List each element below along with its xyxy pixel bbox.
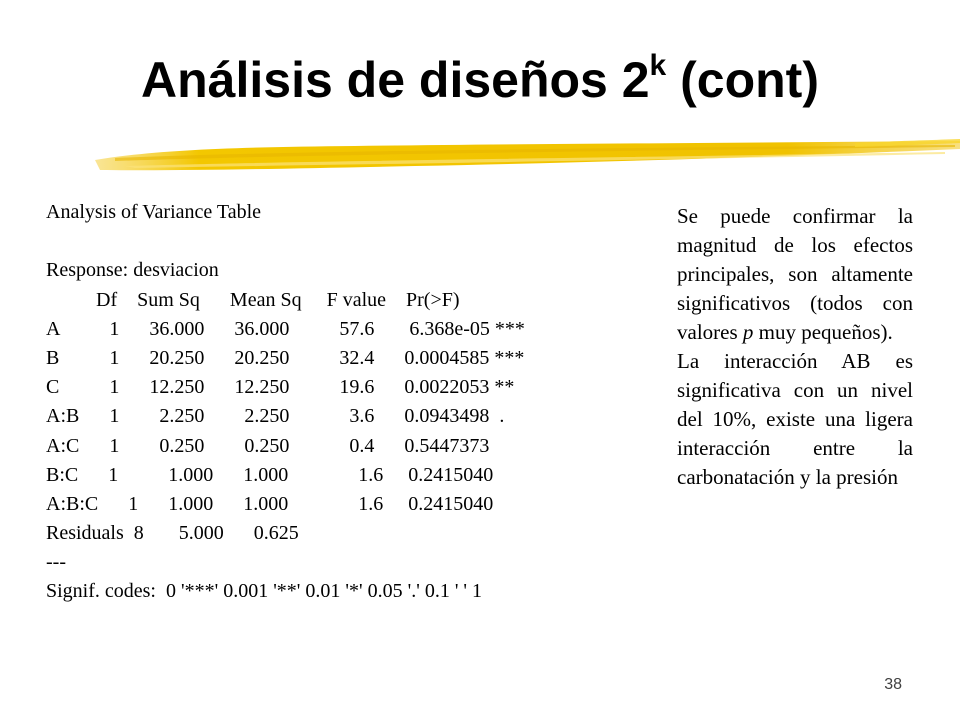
note-p1-end: muy pequeños). <box>753 320 893 344</box>
anova-line: --- <box>46 551 66 574</box>
anova-line: Response: desviacion <box>46 259 219 282</box>
anova-line: C 1 12.250 12.250 19.6 0.0022053 ** <box>46 376 515 399</box>
anova-line: A:C 1 0.250 0.250 0.4 0.5447373 <box>46 434 490 457</box>
anova-line: Signif. codes: 0 '***' 0.001 '**' 0.01 '*' 0.05 '.' 0.1 ' ' 1 <box>46 580 483 603</box>
page-number: 38 <box>884 676 902 693</box>
anova-line <box>46 227 525 256</box>
title-text: Análisis de diseños 2 <box>141 52 650 108</box>
anova-output <box>46 198 525 607</box>
anova-line: B:C 1 1.000 1.000 1.6 0.2415040 <box>46 463 494 486</box>
anova-line: Analysis of Variance Table <box>46 201 262 223</box>
anova-line: A:B 1 2.250 2.250 3.6 0.0943498 . <box>46 405 505 428</box>
anova-line: Residuals 8 5.000 0.625 <box>46 522 299 545</box>
anova-line: A:B:C 1 1.000 1.000 1.6 0.2415040 <box>46 492 494 515</box>
note-paragraph-2: La interacción AB es significativa con un nivel del 10%, existe una ligera interacción entre la carbonatación y la presión <box>677 349 913 489</box>
anova-line: A 1 36.000 36.000 57.6 6.368e-05 *** <box>46 317 525 340</box>
anova-line: B 1 20.250 20.250 32.4 0.0004585 *** <box>46 346 525 369</box>
slide-title <box>0 48 960 112</box>
anova-line: Df Sum Sq Mean Sq F value Pr(>F) <box>46 288 460 311</box>
note-p1-italic: p <box>742 320 754 344</box>
title-tail: (cont) <box>666 52 819 108</box>
note-paragraph-1 <box>677 202 913 347</box>
title-superscript: k <box>649 49 667 82</box>
explanation-text <box>677 202 913 492</box>
yellow-brush-stroke <box>95 134 960 180</box>
note-p1-start: Se puede confirmar la magnitud de los efectos principales, son altamente significativos (todos con valores <box>677 204 913 344</box>
